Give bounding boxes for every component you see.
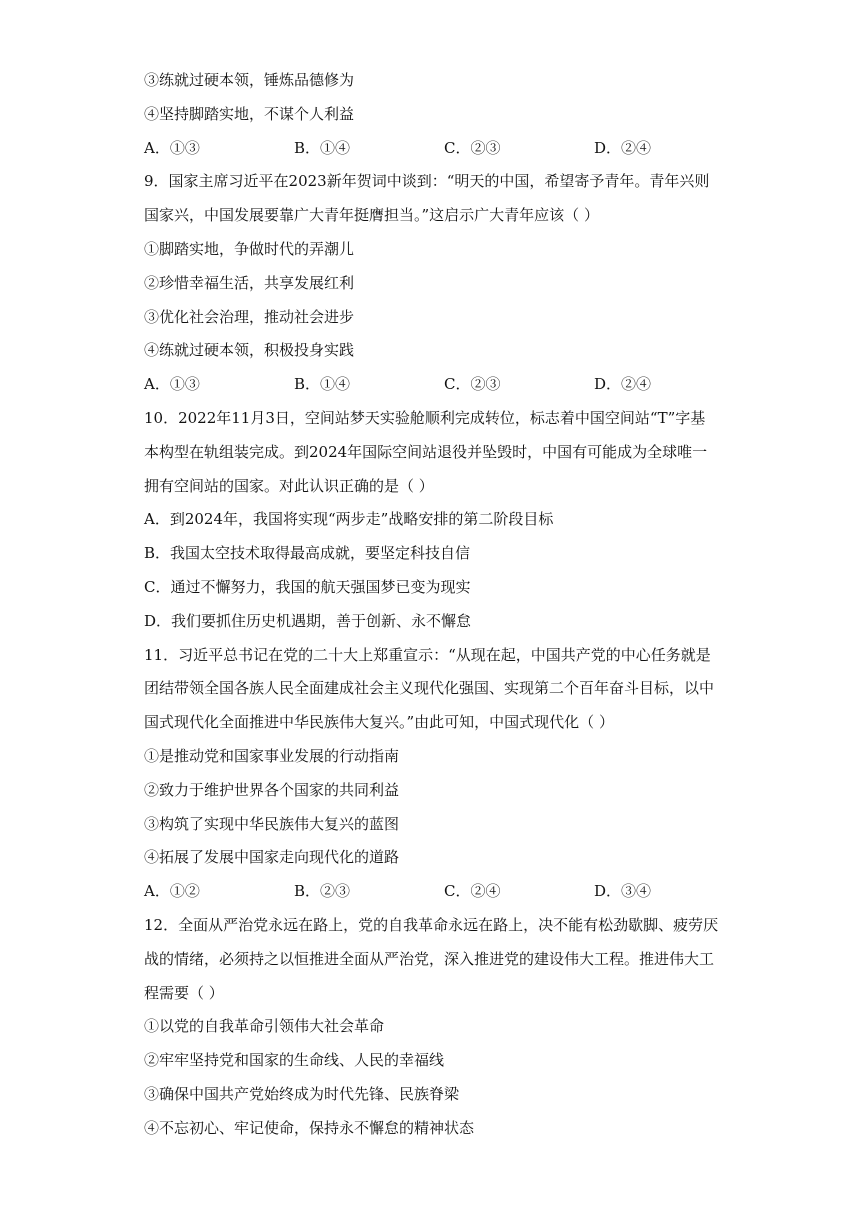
question-stem-line: 拥有空间站的国家。对此认识正确的是（ ） — [144, 476, 434, 495]
question-stem-line: 11．习近平总书记在党的二十大上郑重宣示：“从现在起，中国共产党的中心任务就是 — [144, 645, 711, 664]
option-a: A．①③ — [144, 375, 200, 394]
exam-page — [144, 64, 724, 1146]
question-stem-line: 国家兴，中国发展要靠广大青年挺膺担当。”这启示广大青年应该（ ） — [144, 206, 599, 225]
statement-item: ①是推动党和国家事业发展的行动指南 — [144, 746, 400, 765]
question-11 — [144, 639, 724, 909]
answer-choice: D．我们要抓住历史机遇期，善于创新、永不懈怠 — [144, 611, 472, 630]
answer-options — [144, 875, 724, 909]
statement-item: ②珍惜幸福生活，共享发展红利 — [144, 273, 355, 292]
answer-options — [144, 368, 724, 402]
question-stem-line: 12．全面从严治党永远在路上，党的自我革命永远在路上，决不能有松劲歇脚、疲劳厌 — [144, 915, 719, 934]
option-b: B．①④ — [294, 375, 351, 394]
question-stem-line: 9．国家主席习近平在2023新年贺词中谈到：“明天的中国，希望寄予青年。青年兴则 — [144, 172, 710, 191]
question-stem-line: 程需要（ ） — [144, 983, 224, 1002]
statement-item: ④不忘初心、牢记使命，保持永不懈怠的精神状态 — [144, 1118, 475, 1137]
question-10 — [144, 402, 724, 639]
question-stem-line: 国式现代化全面推进中华民族伟大复兴。”由此可知，中国式现代化（ ） — [144, 713, 614, 732]
option-a: A．①② — [144, 882, 200, 901]
question-9 — [144, 165, 724, 402]
question-stem-line: 10．2022年11月3日，空间站梦天实验舱顺利完成转位，标志着中国空间站“T”字基 — [144, 408, 706, 427]
option-b: B．②③ — [294, 882, 351, 901]
question-8-continued — [144, 64, 724, 165]
option-c: C．②③ — [444, 375, 501, 394]
statement-item: ①脚踏实地，争做时代的弄潮儿 — [144, 239, 355, 258]
question-stem-line: 战的情绪，必须持之以恒推进全面从严治党，深入推进党的建设伟大工程。推进伟大工 — [144, 949, 715, 968]
question-12 — [144, 909, 724, 1146]
answer-options — [144, 132, 724, 166]
option-d: D．③④ — [594, 882, 652, 901]
statement-item: ④练就过硬本领，积极投身实践 — [144, 341, 355, 360]
statement-item: ④拓展了发展中国家走向现代化的道路 — [144, 848, 400, 867]
option-c: C．②③ — [444, 138, 501, 157]
option-a: A．①③ — [144, 138, 200, 157]
statement-item: ③优化社会治理，推动社会进步 — [144, 307, 355, 326]
statement-item: ②致力于维护世界各个国家的共同利益 — [144, 780, 400, 799]
option-d: D．②④ — [594, 138, 652, 157]
statement-item: ①以党的自我革命引领伟大社会革命 — [144, 1017, 385, 1036]
statement-item: ②牢牢坚持党和国家的生命线、人民的幸福线 — [144, 1051, 445, 1070]
answer-choice: A．到2024年，我国将实现“两步走”战略安排的第二阶段目标 — [144, 510, 554, 529]
option-b: B．①④ — [294, 138, 351, 157]
statement-item: ③构筑了实现中华民族伟大复兴的蓝图 — [144, 814, 400, 833]
option-c: C．②④ — [444, 882, 501, 901]
answer-choice: B．我国太空技术取得最高成就，要坚定科技自信 — [144, 544, 471, 563]
option-d: D．②④ — [594, 375, 652, 394]
answer-choice: C．通过不懈努力，我国的航天强国梦已变为现实 — [144, 577, 471, 596]
statement-item: ③确保中国共产党始终成为时代先锋、民族脊梁 — [144, 1084, 460, 1103]
statement-item: ③练就过硬本领，锤炼品德修为 — [144, 71, 355, 89]
question-stem-line: 本构型在轨组装完成。到2024年国际空间站退役并坠毁时，中国有可能成为全球唯一 — [144, 442, 708, 461]
question-stem-line: 团结带领全国各族人民全面建成社会主义现代化强国、实现第二个百年奋斗目标，以中 — [144, 679, 715, 698]
statement-item: ④坚持脚踏实地，不谋个人利益 — [144, 104, 355, 123]
